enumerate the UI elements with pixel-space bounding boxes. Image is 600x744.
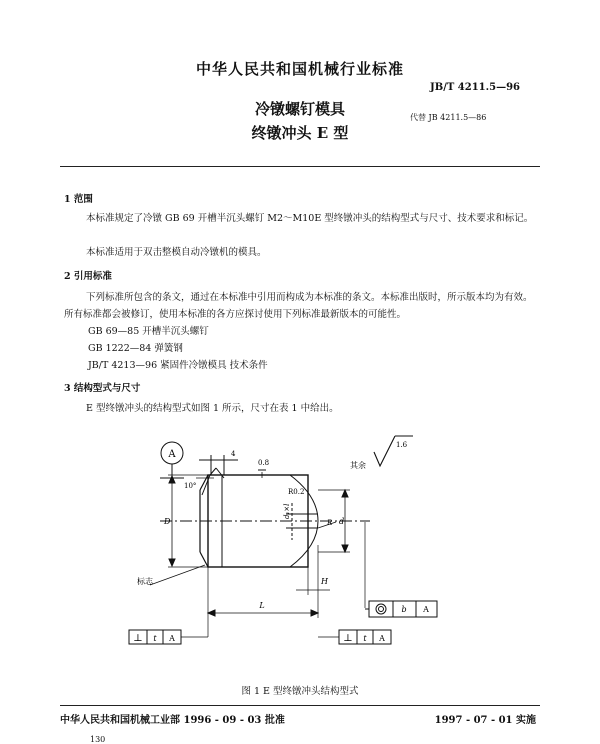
tol-datum-1: A bbox=[169, 634, 175, 643]
tol-b: b bbox=[401, 605, 407, 614]
dim-h: H bbox=[321, 577, 328, 586]
reference-2: GB 1222—84 弹簧钢 bbox=[88, 343, 183, 354]
standard-org: 中华人民共和国机械行业标准 bbox=[195, 60, 404, 78]
replaces-note: 代替 JB 4211.5—86 bbox=[410, 113, 487, 122]
tol-t-1: t bbox=[153, 634, 157, 643]
effective-date: 1997 - 07 - 01 实施 bbox=[434, 715, 536, 726]
section-1-para-2: 本标准适用于双击整模自动冷镦机的模具。 bbox=[86, 247, 267, 258]
dim-d: d bbox=[339, 517, 345, 526]
footer-rule bbox=[60, 705, 540, 706]
dim-l: L bbox=[259, 601, 265, 610]
header-rule bbox=[60, 166, 540, 167]
tol-datum-3: A bbox=[423, 605, 429, 614]
dim-4-label: 4 bbox=[231, 450, 236, 458]
title-line2: 终镦冲头 E 型 bbox=[251, 124, 349, 142]
section-2-title: 2 引用标准 bbox=[64, 271, 112, 282]
angle-label: 10° bbox=[184, 482, 197, 490]
section-3-title: 3 结构型式与尺寸 bbox=[64, 383, 141, 394]
dim-r02: R0.2 bbox=[288, 488, 305, 496]
roughness-value: 1.6 bbox=[396, 441, 408, 449]
datum-a-label: A bbox=[168, 449, 176, 460]
issued-by: 中华人民共和国机械工业部 1996 - 09 - 03 批准 bbox=[60, 715, 285, 726]
section-2-para-1: 下列标准所包含的条文，通过在本标准中引用而构成为本标准的条文。本标准出版时，所示版本均为有效。所有标准都会被修订，使用本标准的各方应探讨使用下列标准最新版本的可能性。 bbox=[64, 292, 533, 320]
section-1-para-1: 本标准规定了冷镦 GB 69 开槽半沉头螺钉 M2～M10E 型终镦冲头的结构型式与尺寸、技术要求和标记。 bbox=[86, 213, 534, 224]
standard-code: JB/T 4211.5—96 bbox=[430, 82, 520, 93]
dim-d-big: D bbox=[164, 517, 171, 526]
tol-datum-2: A bbox=[379, 634, 385, 643]
reference-3: JB/T 4213—96 紧固件冷镦模具 技术条件 bbox=[88, 360, 268, 371]
page-number: 130 bbox=[90, 735, 106, 744]
punch-drawing bbox=[0, 430, 600, 675]
section-3-para-1: E 型终镦冲头的结构型式如图 1 所示，尺寸在表 1 中给出。 bbox=[86, 403, 339, 414]
roughness-top: 0.8 bbox=[258, 459, 270, 467]
dim-dk: d₁×l bbox=[283, 503, 291, 519]
tol-perp-symbol-2: ⊥ bbox=[343, 633, 353, 644]
title-line1: 冷镦螺钉模具 bbox=[254, 100, 345, 118]
tol-perp-symbol-1: ⊥ bbox=[133, 633, 143, 644]
tol-t-2: t bbox=[363, 634, 367, 643]
figure-caption: 图 1 E 型终镦冲头结构型式 bbox=[241, 686, 359, 697]
reference-1: GB 69—85 开槽半沉头螺钉 bbox=[88, 326, 209, 337]
section-1-title: 1 范围 bbox=[64, 194, 93, 205]
roughness-rest: 其余 bbox=[350, 461, 366, 470]
marking-label: 标志 bbox=[137, 577, 153, 586]
dim-r: R bbox=[327, 519, 333, 527]
